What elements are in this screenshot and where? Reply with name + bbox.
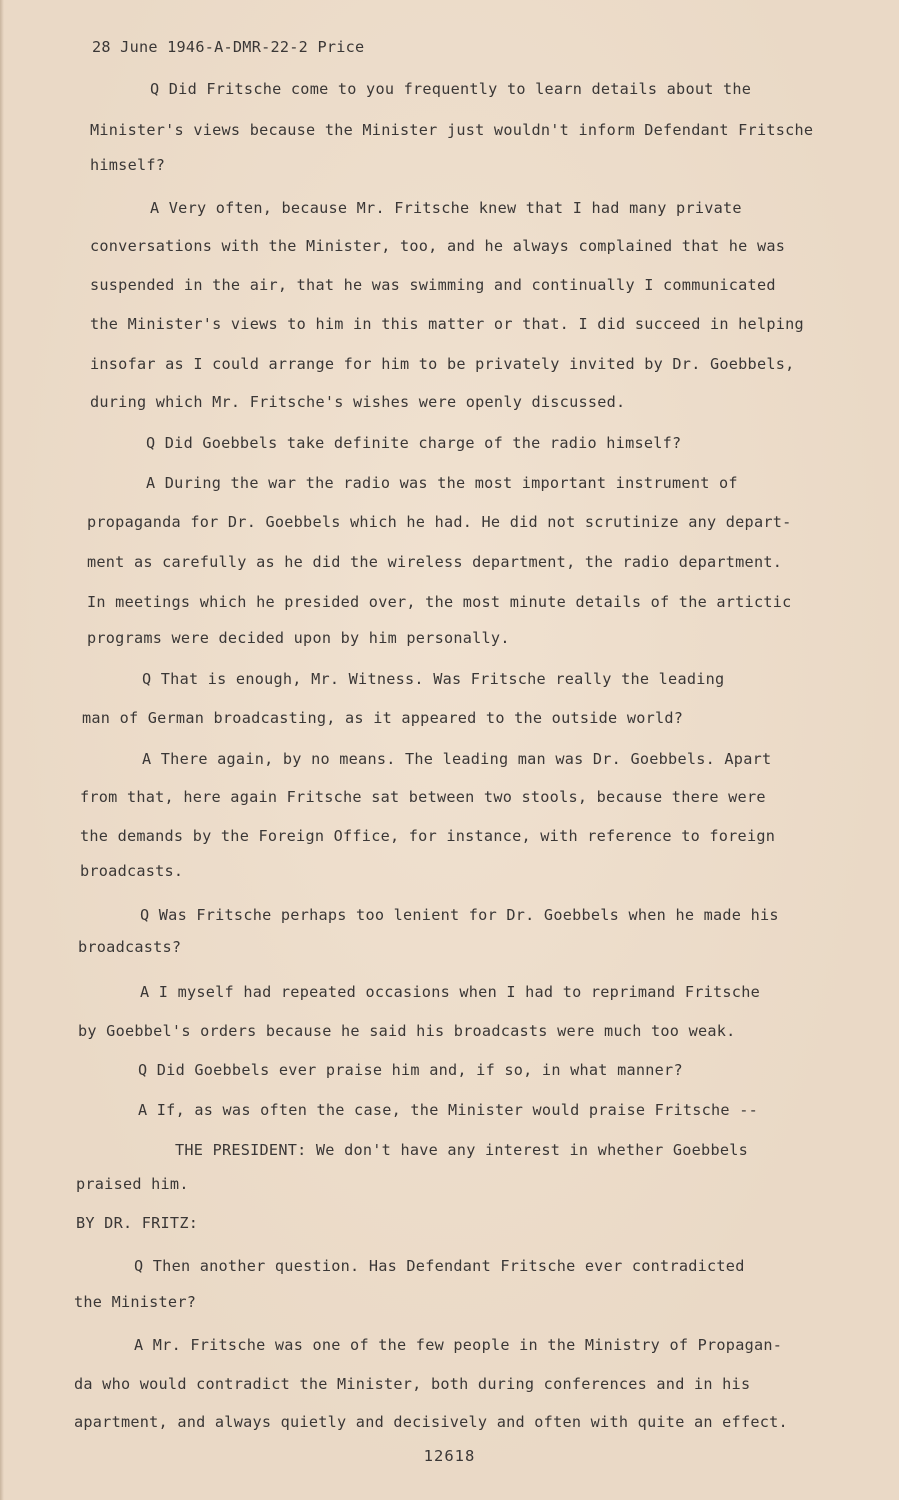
text-line: broadcasts? xyxy=(78,938,182,956)
text-line: Q Did Goebbels take definite charge of the radio himself? xyxy=(146,434,682,452)
text-line: A If, as was often the case, the Minister would praise Fritsche -- xyxy=(138,1101,758,1119)
text-line: by Goebbel's orders because he said his broadcasts were much too weak. xyxy=(78,1022,736,1040)
text-line: THE PRESIDENT: We don't have any interest in whether Goebbels xyxy=(175,1141,749,1159)
text-line: praised him. xyxy=(76,1175,189,1193)
text-line: Q Did Fritsche come to you frequently to learn details about the xyxy=(150,80,752,98)
page-number: 12618 xyxy=(423,1447,476,1465)
text-line: BY DR. FRITZ: xyxy=(76,1214,199,1232)
document-header: 28 June 1946-A-DMR-22-2 Price xyxy=(92,38,365,56)
text-line: Q Did Goebbels ever praise him and, if so, in what manner? xyxy=(138,1061,683,1079)
text-line: programs were decided upon by him personally. xyxy=(87,629,510,647)
text-line: Q Was Fritsche perhaps too lenient for Dr. Goebbels when he made his xyxy=(140,906,779,924)
text-line: himself? xyxy=(90,156,166,174)
text-line: conversations with the Minister, too, and he always complained that he was xyxy=(90,237,786,255)
text-line: A Very often, because Mr. Fritsche knew that I had many private xyxy=(150,199,742,217)
text-line: the Minister's views to him in this matter or that. I did succeed in helping xyxy=(90,315,804,333)
page-edge-shadow xyxy=(0,0,4,1500)
text-line: the demands by the Foreign Office, for instance, with reference to foreign xyxy=(80,827,776,845)
text-line: from that, here again Fritsche sat between two stools, because there were xyxy=(80,788,766,806)
text-line: man of German broadcasting, as it appeared to the outside world? xyxy=(82,709,684,727)
text-line: ment as carefully as he did the wireless department, the radio department. xyxy=(87,553,783,571)
text-line: Q Then another question. Has Defendant Fritsche ever contradicted xyxy=(134,1257,745,1275)
text-line: In meetings which he presided over, the most minute details of the artictic xyxy=(87,593,792,611)
text-line: insofar as I could arrange for him to be privately invited by Dr. Goebbels, xyxy=(90,355,795,373)
text-line: da who would contradict the Minister, both during conferences and in his xyxy=(74,1375,751,1393)
text-line: broadcasts. xyxy=(80,862,184,880)
text-line: Q That is enough, Mr. Witness. Was Fritsche really the leading xyxy=(142,670,725,688)
text-line: propaganda for Dr. Goebbels which he had. He did not scrutinize any depart- xyxy=(87,513,792,531)
text-line: Minister's views because the Minister just wouldn't inform Defendant Fritsche xyxy=(90,121,814,139)
text-line: A During the war the radio was the most important instrument of xyxy=(146,474,738,492)
text-line: the Minister? xyxy=(74,1293,197,1311)
text-line: suspended in the air, that he was swimming and continually I communicated xyxy=(90,276,776,294)
text-line: during which Mr. Fritsche's wishes were openly discussed. xyxy=(90,393,626,411)
text-line: A Mr. Fritsche was one of the few people in the Ministry of Propagan- xyxy=(134,1336,783,1354)
text-line: A There again, by no means. The leading man was Dr. Goebbels. Apart xyxy=(142,750,772,768)
text-line: apartment, and always quietly and decisively and often with quite an effect. xyxy=(74,1413,788,1431)
text-line: A I myself had repeated occasions when I had to reprimand Fritsche xyxy=(140,983,760,1001)
